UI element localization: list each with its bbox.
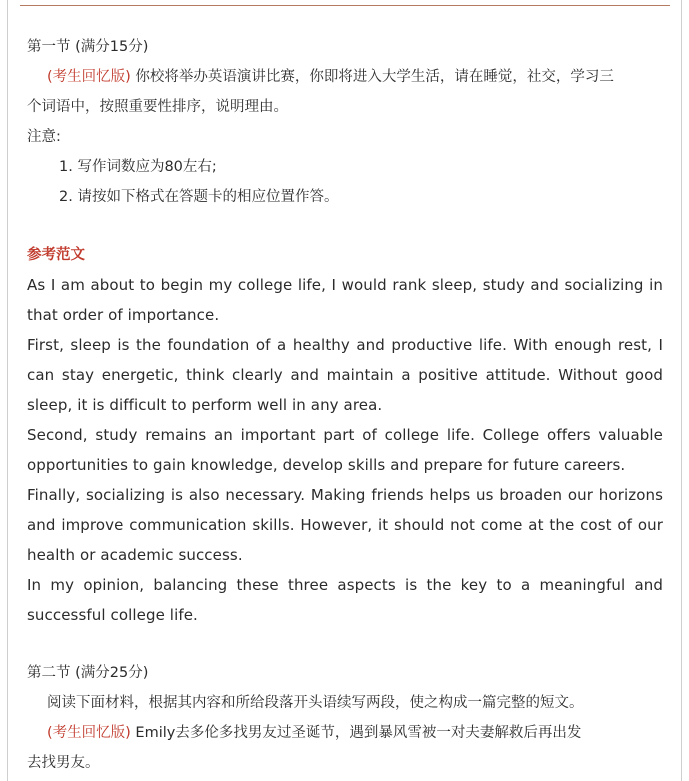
document-body bbox=[27, 32, 663, 778]
note-item-2: 2. 请按如下格式在答题卡的相应位置作答。 bbox=[59, 189, 339, 205]
essay-line: As I am about to begin my college life, I would rank sleep, study and socializing in bbox=[27, 276, 663, 294]
section1-prompt-line2: 个词语中，按照重要性排序，说明理由。 bbox=[27, 99, 288, 115]
section1-heading: 第一节 (满分15分) bbox=[27, 39, 149, 55]
note-item-1: 1. 写作词数应为80左右; bbox=[59, 159, 217, 175]
section2-prompt-line1 bbox=[27, 718, 663, 748]
essay-line: that order of importance. bbox=[27, 306, 220, 324]
essay-line: In my opinion, balancing these three aspects is the key to a meaningful and bbox=[27, 576, 663, 594]
essay-heading: 参考范文 bbox=[27, 247, 85, 263]
essay-line: Finally, socializing is also necessary. Making friends helps us broaden our horizons bbox=[27, 486, 663, 504]
spacer bbox=[27, 630, 663, 658]
section2-prompt-line2: 去找男友。 bbox=[27, 755, 100, 771]
essay-line: can stay energetic, think clearly and maintain a positive attitude. Without good bbox=[27, 366, 663, 384]
essay-line: opportunities to gain knowledge, develop skills and prepare for future careers. bbox=[27, 456, 626, 474]
essay-line: successful college life. bbox=[27, 606, 198, 624]
sample-essay bbox=[27, 270, 663, 630]
section2-prompt-text: Emily去多伦多找男友过圣诞节，遇到暴风雪被一对夫妻解救后再出发 bbox=[130, 725, 582, 741]
section1-prompt-text: 你校将举办英语演讲比赛，你即将进入大学生活，请在睡觉，社交，学习三 bbox=[130, 69, 614, 85]
section2-instruction: 阅读下面材料，根据其内容和所给段落开头语续写两段，使之构成一篇完整的短文。 bbox=[47, 695, 584, 711]
essay-line: sleep, it is difficult to perform well in any area. bbox=[27, 396, 383, 414]
section2-heading: 第二节 (满分25分) bbox=[27, 665, 149, 681]
section1-prompt-line1 bbox=[27, 62, 663, 92]
top-divider bbox=[20, 5, 670, 6]
essay-line: health or academic success. bbox=[27, 546, 243, 564]
section2-recall-tag: (考生回忆版) bbox=[47, 725, 131, 741]
essay-line: Second, study remains an important part of college life. College offers valuable bbox=[27, 426, 663, 444]
essay-line: First, sleep is the foundation of a healthy and productive life. With enough rest, I bbox=[27, 336, 663, 354]
spacer bbox=[27, 212, 663, 240]
note-label: 注意: bbox=[27, 129, 61, 145]
section1-recall-tag: (考生回忆版) bbox=[47, 69, 131, 85]
essay-line: and improve communication skills. However, it should not come at the cost of our bbox=[27, 516, 663, 534]
